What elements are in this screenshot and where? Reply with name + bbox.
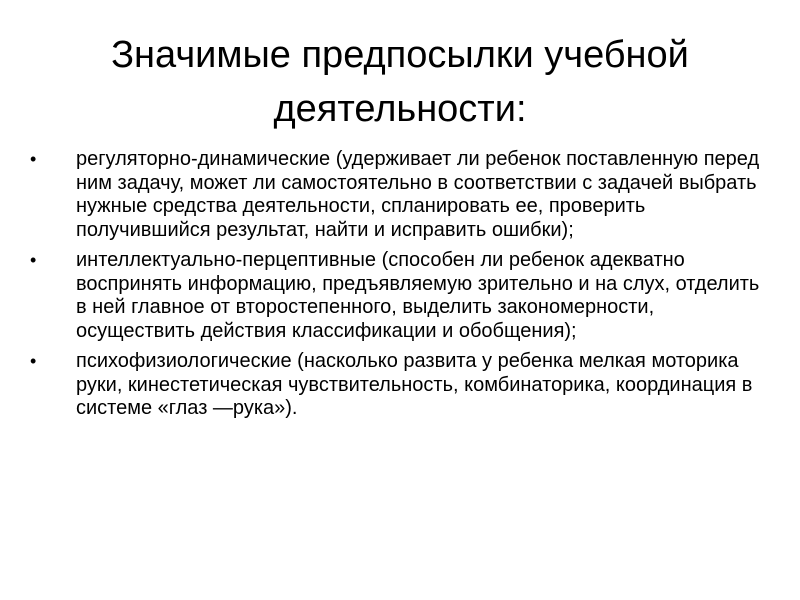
- bullet-text-psychophysiological: психофизиологические (насколько развита у ребенка мелкая моторика руки, кинестетическая чувствительность, комбинаторика, координация в системе «глаз —рука»).: [76, 350, 753, 419]
- bullet-list: [30, 148, 760, 428]
- bullet-dot-icon: •: [30, 250, 37, 270]
- title-line-1: Значимые предпосылки учебной: [111, 34, 689, 76]
- bullet-item-intellectual: [30, 249, 760, 343]
- bullet-dot-icon: •: [30, 149, 37, 169]
- slide-title: [40, 28, 760, 136]
- bullet-text-intellectual: интеллектуально-перцептивные (способен ли ребенок адекватно воспринять информацию, предъявляемую зрительно и на слух, отделить в ней главное от второстепенного, выделить закономерности, осуществить действия классификации и обобщения);: [76, 249, 760, 342]
- bullet-dot-icon: •: [30, 351, 37, 371]
- bullet-text-regulatory: регуляторно-динамические (удерживает ли ребенок поставленную перед ним задачу, может ли самостоятельно в соответствии с задачей выбрать нужные средства деятельности, спланировать ее, проверить получившийся результат, найти и исправить ошибки);: [76, 148, 760, 241]
- bullet-item-psychophysiological: [30, 350, 760, 421]
- bullet-item-regulatory: [30, 148, 760, 242]
- title-line-2: деятельности:: [273, 88, 527, 130]
